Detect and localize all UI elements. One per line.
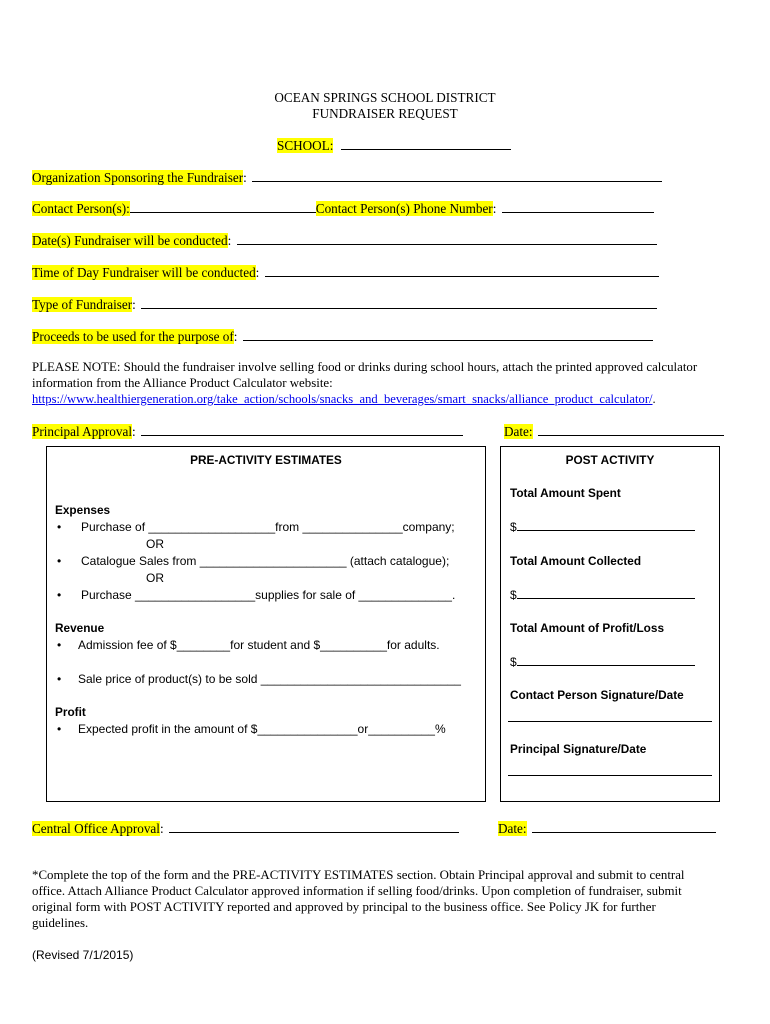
school-field[interactable]	[277, 138, 511, 154]
note-line-2: information from the Alliance Product Calculator website:	[32, 376, 333, 390]
dates-label: Date(s) Fundraiser will be conducted	[32, 233, 228, 248]
principal-approval-label: Principal Approval	[32, 424, 132, 439]
note-line-1: PLEASE NOTE: Should the fundraiser involve selling food or drinks during school hours, attach the printed approved calculator	[32, 360, 698, 374]
school-label: SCHOOL:	[277, 138, 334, 153]
purchase-of-line[interactable]: Purchase of ___________________from _______________company;	[81, 520, 455, 534]
period: .	[652, 392, 656, 406]
total-spent-label: Total Amount Spent	[510, 486, 621, 500]
bullet: •	[57, 672, 62, 686]
organization-input-line[interactable]	[252, 181, 662, 182]
proceeds-input-line[interactable]	[243, 340, 653, 341]
central-office-field[interactable]	[32, 821, 459, 837]
post-activity-title: POST ACTIVITY	[565, 453, 655, 467]
purchase-supplies-line[interactable]: Purchase __________________supplies for sale of ______________.	[81, 588, 456, 602]
dollar-sign: $	[510, 655, 517, 669]
admission-fee-line[interactable]: Admission fee of $________for student and $__________for adults.	[78, 638, 440, 652]
principal-approval-field[interactable]	[32, 424, 463, 440]
time-input-line[interactable]	[265, 276, 659, 277]
bullet: •	[57, 722, 62, 736]
instructions-line-3: original form with POST ACTIVITY reported and approved by principal to the business office. See Policy JK for further	[32, 900, 656, 914]
central-date-input-line[interactable]	[532, 832, 716, 833]
principal-signature-line[interactable]	[508, 775, 712, 776]
colon: :	[132, 424, 136, 439]
revised-date: (Revised 7/1/2015)	[32, 948, 134, 962]
pre-activity-box	[46, 446, 486, 802]
principal-approval-input-line[interactable]	[141, 435, 463, 436]
principal-date-input-line[interactable]	[538, 435, 724, 436]
total-spent-field[interactable]	[510, 520, 695, 534]
dates-input-line[interactable]	[237, 244, 657, 245]
central-office-input-line[interactable]	[169, 832, 459, 833]
colon: :	[227, 233, 232, 248]
expenses-heading: Expenses	[55, 503, 111, 517]
calculator-link-line	[32, 392, 656, 407]
catalogue-sales-line[interactable]: Catalogue Sales from ______________________ (attach catalogue);	[81, 554, 450, 568]
colon: :	[255, 265, 260, 280]
central-date-label: Date:	[498, 821, 527, 836]
expected-profit-line[interactable]: Expected profit in the amount of $_______________or__________%	[78, 722, 446, 736]
instructions-line-1: *Complete the top of the form and the PRE-ACTIVITY ESTIMATES section. Obtain Principal approval and submit to central	[32, 868, 685, 882]
total-collected-field[interactable]	[510, 588, 695, 602]
profit-loss-label: Total Amount of Profit/Loss	[510, 621, 664, 635]
form-title: FUNDRAISER REQUEST	[312, 106, 458, 121]
district-name: OCEAN SPRINGS SCHOOL DISTRICT	[274, 90, 496, 105]
proceeds-field[interactable]	[32, 329, 653, 345]
type-input-line[interactable]	[141, 308, 657, 309]
or-text: OR	[146, 571, 164, 585]
dates-field[interactable]	[32, 233, 657, 249]
contact-phone-input-line[interactable]	[502, 212, 654, 213]
school-input-line[interactable]	[341, 149, 511, 150]
colon: :	[132, 297, 136, 312]
profit-loss-input-line[interactable]	[517, 665, 695, 666]
principal-date-field[interactable]	[504, 424, 724, 440]
time-of-day-label: Time of Day Fundraiser will be conducted	[32, 265, 256, 280]
bullet: •	[57, 588, 62, 602]
proceeds-label: Proceeds to be used for the purpose of	[32, 329, 234, 344]
organization-field[interactable]	[32, 170, 662, 186]
organization-label: Organization Sponsoring the Fundraiser	[32, 170, 244, 185]
time-field[interactable]	[32, 265, 659, 281]
instructions-line-2: office. Attach Alliance Product Calculator approved information if selling food/drinks. Upon completion of fundraiser, submit	[32, 884, 682, 898]
bullet: •	[57, 520, 62, 534]
profit-heading: Profit	[55, 705, 86, 719]
bullet: •	[57, 638, 62, 652]
colon: :	[492, 201, 497, 216]
pre-activity-title: PRE-ACTIVITY ESTIMATES	[190, 453, 342, 467]
total-collected-label: Total Amount Collected	[510, 554, 642, 568]
or-text: OR	[146, 537, 164, 551]
principal-signature-label: Principal Signature/Date	[510, 742, 647, 756]
type-field[interactable]	[32, 297, 657, 313]
instructions-line-4: guidelines.	[32, 916, 89, 930]
dollar-sign: $	[510, 520, 517, 534]
principal-date-label: Date:	[504, 424, 533, 439]
contact-persons-label: Contact Person(s):	[32, 201, 130, 216]
central-date-field[interactable]	[498, 821, 716, 837]
contact-field[interactable]	[32, 201, 654, 217]
colon: :	[233, 329, 238, 344]
total-spent-input-line[interactable]	[517, 530, 695, 531]
central-office-label: Central Office Approval	[32, 821, 160, 836]
total-collected-input-line[interactable]	[517, 598, 695, 599]
contact-signature-line[interactable]	[508, 721, 712, 722]
colon: :	[243, 170, 247, 185]
revenue-heading: Revenue	[55, 621, 105, 635]
contact-persons-input-line[interactable]	[130, 212, 316, 213]
calculator-link[interactable]: https://www.healthiergeneration.org/take_action/schools/snacks_and_beverages/smart_snacks/alliance_product_calculator/	[32, 392, 653, 406]
profit-loss-field[interactable]	[510, 655, 695, 669]
contact-phone-label: Contact Person(s) Phone Number	[315, 201, 493, 216]
colon: :	[159, 821, 164, 836]
contact-signature-label: Contact Person Signature/Date	[510, 688, 684, 702]
sale-price-line[interactable]: Sale price of product(s) to be sold ______________________________	[78, 672, 461, 686]
dollar-sign: $	[510, 588, 517, 602]
bullet: •	[57, 554, 62, 568]
type-label: Type of Fundraiser	[32, 297, 133, 312]
